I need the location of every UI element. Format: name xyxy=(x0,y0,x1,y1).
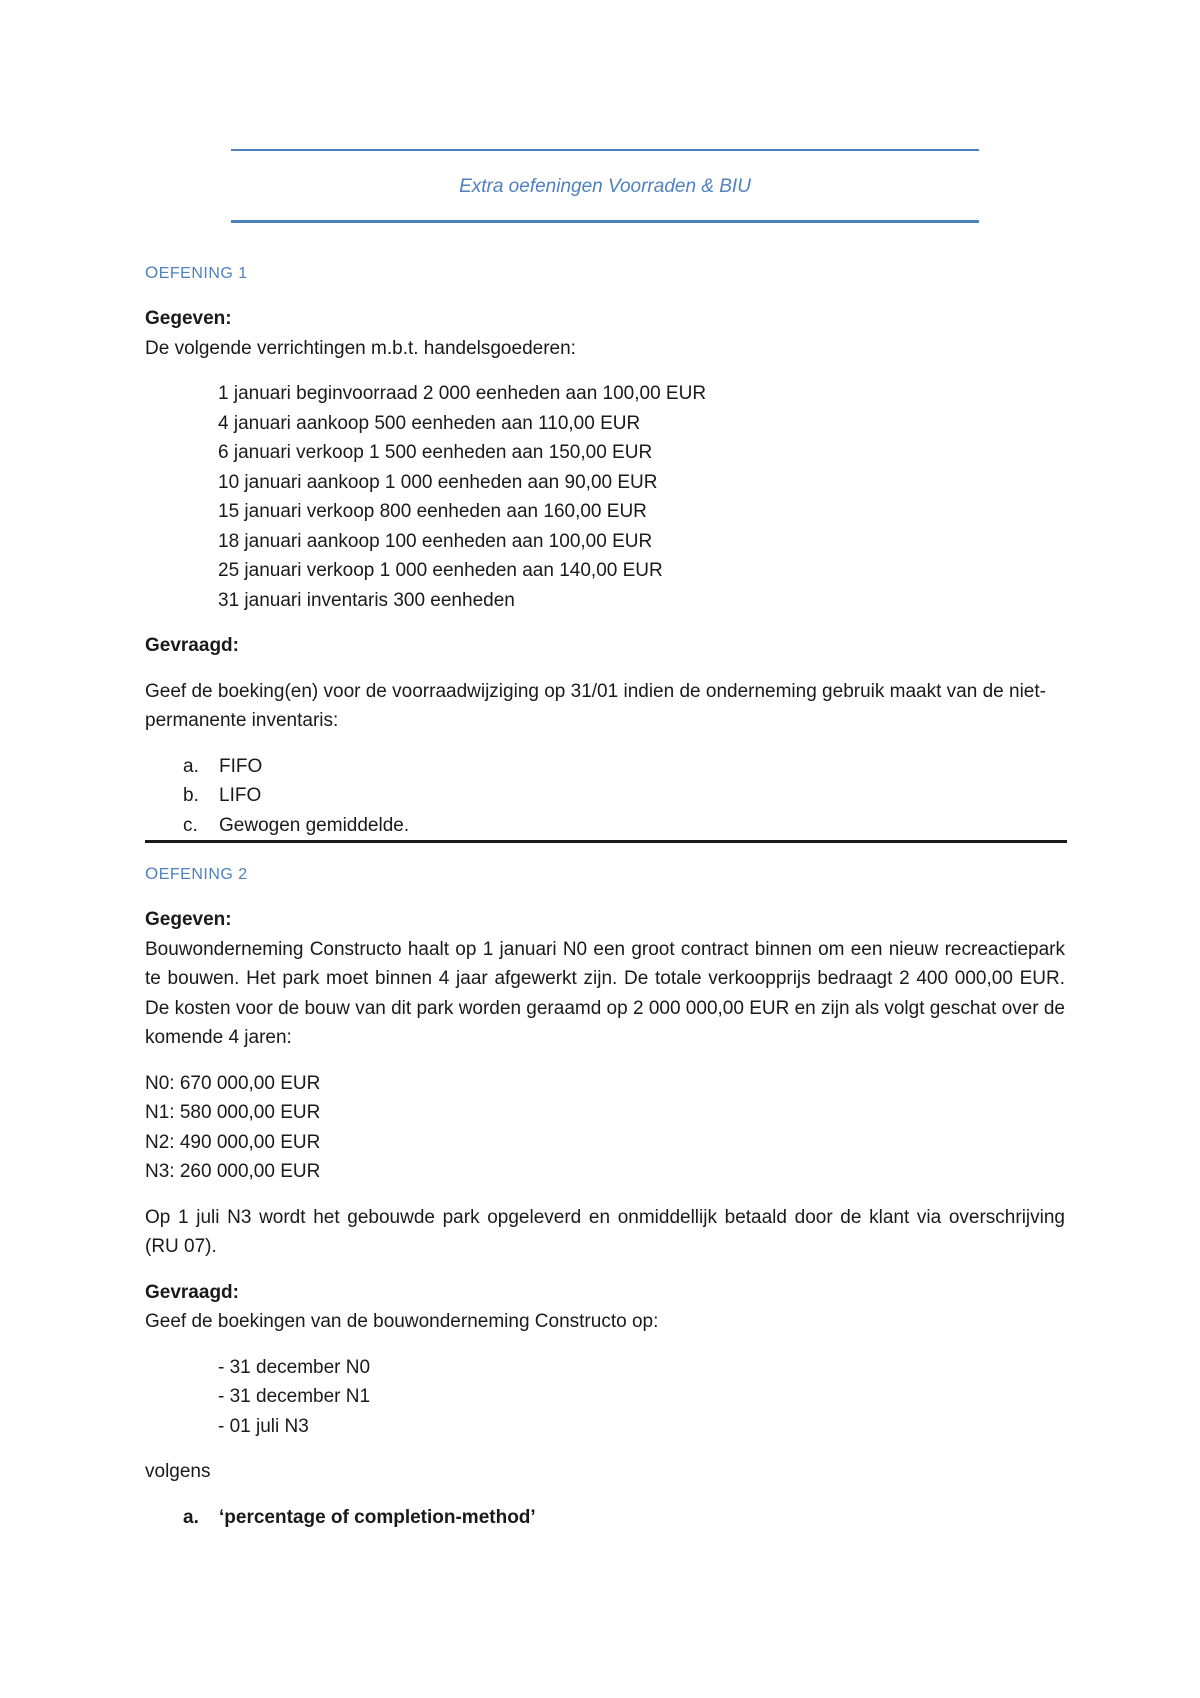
option-text: ‘percentage of completion-method’ xyxy=(219,1506,536,1528)
heading-initial: O xyxy=(145,263,159,282)
spacer xyxy=(145,288,1065,304)
exercise-1-given-intro: De volgende verrichtingen m.b.t. handelsgoederen: xyxy=(145,337,576,359)
cost-estimate-item: N2: 490 000,00 EUR xyxy=(145,1131,321,1153)
header-bottom-rule xyxy=(231,220,979,223)
exercise-2-delivery-text: Op 1 juli N3 wordt het gebouwde park opgeleverd en onmiddellijk betaald door de klant via overschrijving (RU 07). xyxy=(145,1206,1065,1257)
method-intro: volgens xyxy=(145,1461,211,1482)
spacer xyxy=(145,1262,1065,1278)
booking-dates-list xyxy=(145,1353,1065,1442)
spacer xyxy=(145,615,1065,631)
spacer xyxy=(145,736,1065,752)
document-header xyxy=(231,149,979,222)
transaction-item: 18 januari aankoop 100 eenheden aan 100,00 EUR xyxy=(218,530,653,552)
accounting-method-list xyxy=(145,1503,1065,1533)
document-body xyxy=(145,258,1065,1532)
method-option xyxy=(183,811,1065,841)
exercise-1-heading xyxy=(145,258,1065,288)
cost-estimate-list xyxy=(145,1069,1065,1187)
exercise-2-heading xyxy=(145,859,1065,889)
method-options-list xyxy=(145,752,1065,841)
accounting-method-item xyxy=(183,1503,1065,1533)
exercise-2-given-label: Gegeven: xyxy=(145,909,232,930)
cost-estimate-item: N1: 580 000,00 EUR xyxy=(145,1102,321,1123)
transaction-item: 4 januari aankoop 500 eenheden aan 110,00 EUR xyxy=(218,412,641,434)
booking-date-item: - 31 december N1 xyxy=(218,1386,371,1407)
exercise-1-asked-label: Gevraagd: xyxy=(145,635,239,656)
transaction-item: 15 januari verkoop 800 eenheden aan 160,00 EUR xyxy=(218,501,647,522)
spacer xyxy=(145,1187,1065,1203)
exercise-1-asked-text: Geef de boeking(en) voor de voorraadwijziging op 31/01 indien de onderneming gebruik maakt van de niet-permanente inventaris: xyxy=(145,680,1046,731)
document-title: Extra oefeningen Voorraden & BIU xyxy=(459,176,751,197)
transaction-list xyxy=(145,379,1065,615)
exercise-2-asked-label: Gevraagd: xyxy=(145,1281,239,1303)
spacer xyxy=(145,661,1065,677)
option-marker: c. xyxy=(183,814,198,836)
spacer xyxy=(145,843,1065,859)
spacer xyxy=(145,1337,1065,1353)
option-marker: a. xyxy=(183,755,199,777)
exercise-2-given-text: Bouwonderneming Constructo haalt op 1 januari N0 een groot contract binnen om een nieuw recreactiepark te bouwen. Het park moet binnen 4 jaar afgewerkt zijn. De totale verkoopprijs bedraagt 2 400 000,00 EUR. De kosten voor de bouw van dit park worden geraamd op 2 000 000,00 EUR en zijn als volgt geschat over de komende 4 jaren: xyxy=(145,938,1065,1048)
option-text: Gewogen gemiddelde. xyxy=(219,814,410,836)
spacer xyxy=(145,1053,1065,1069)
transaction-item: 1 januari beginvoorraad 2 000 eenheden aan 100,00 EUR xyxy=(218,383,707,404)
exercise-2 xyxy=(145,859,1065,1532)
cost-estimate-item: N0: 670 000,00 EUR xyxy=(145,1072,321,1094)
exercise-2-asked-text: Geef de boekingen van de bouwonderneming Constructo op: xyxy=(145,1311,659,1332)
heading-initial: O xyxy=(145,864,159,883)
spacer xyxy=(145,363,1065,379)
header-top-rule xyxy=(231,149,979,151)
exercise-1-given-label: Gegeven: xyxy=(145,308,232,329)
spacer xyxy=(145,1441,1065,1457)
option-text: FIFO xyxy=(219,755,263,777)
exercise-1 xyxy=(145,258,1065,843)
transaction-item: 25 januari verkoop 1 000 eenheden aan 140,00 EUR xyxy=(218,560,663,581)
spacer xyxy=(145,889,1065,905)
transaction-item: 6 januari verkoop 1 500 eenheden aan 150,00 EUR xyxy=(218,442,653,463)
option-text: LIFO xyxy=(219,785,262,806)
option-marker: b. xyxy=(183,785,199,806)
method-option xyxy=(183,752,1065,782)
spacer xyxy=(145,1487,1065,1503)
method-option xyxy=(183,781,1065,811)
transaction-item: 10 januari aankoop 1 000 eenheden aan 90,00 EUR xyxy=(218,471,658,493)
heading-rest: EFENING 1 xyxy=(158,265,248,282)
transaction-item: 31 januari inventaris 300 eenheden xyxy=(218,589,515,611)
option-marker: a. xyxy=(183,1506,199,1528)
booking-date-item: - 31 december N0 xyxy=(218,1356,371,1378)
cost-estimate-item: N3: 260 000,00 EUR xyxy=(145,1161,321,1182)
heading-rest: EFENING 2 xyxy=(158,866,248,883)
booking-date-item: - 01 juli N3 xyxy=(218,1415,309,1437)
